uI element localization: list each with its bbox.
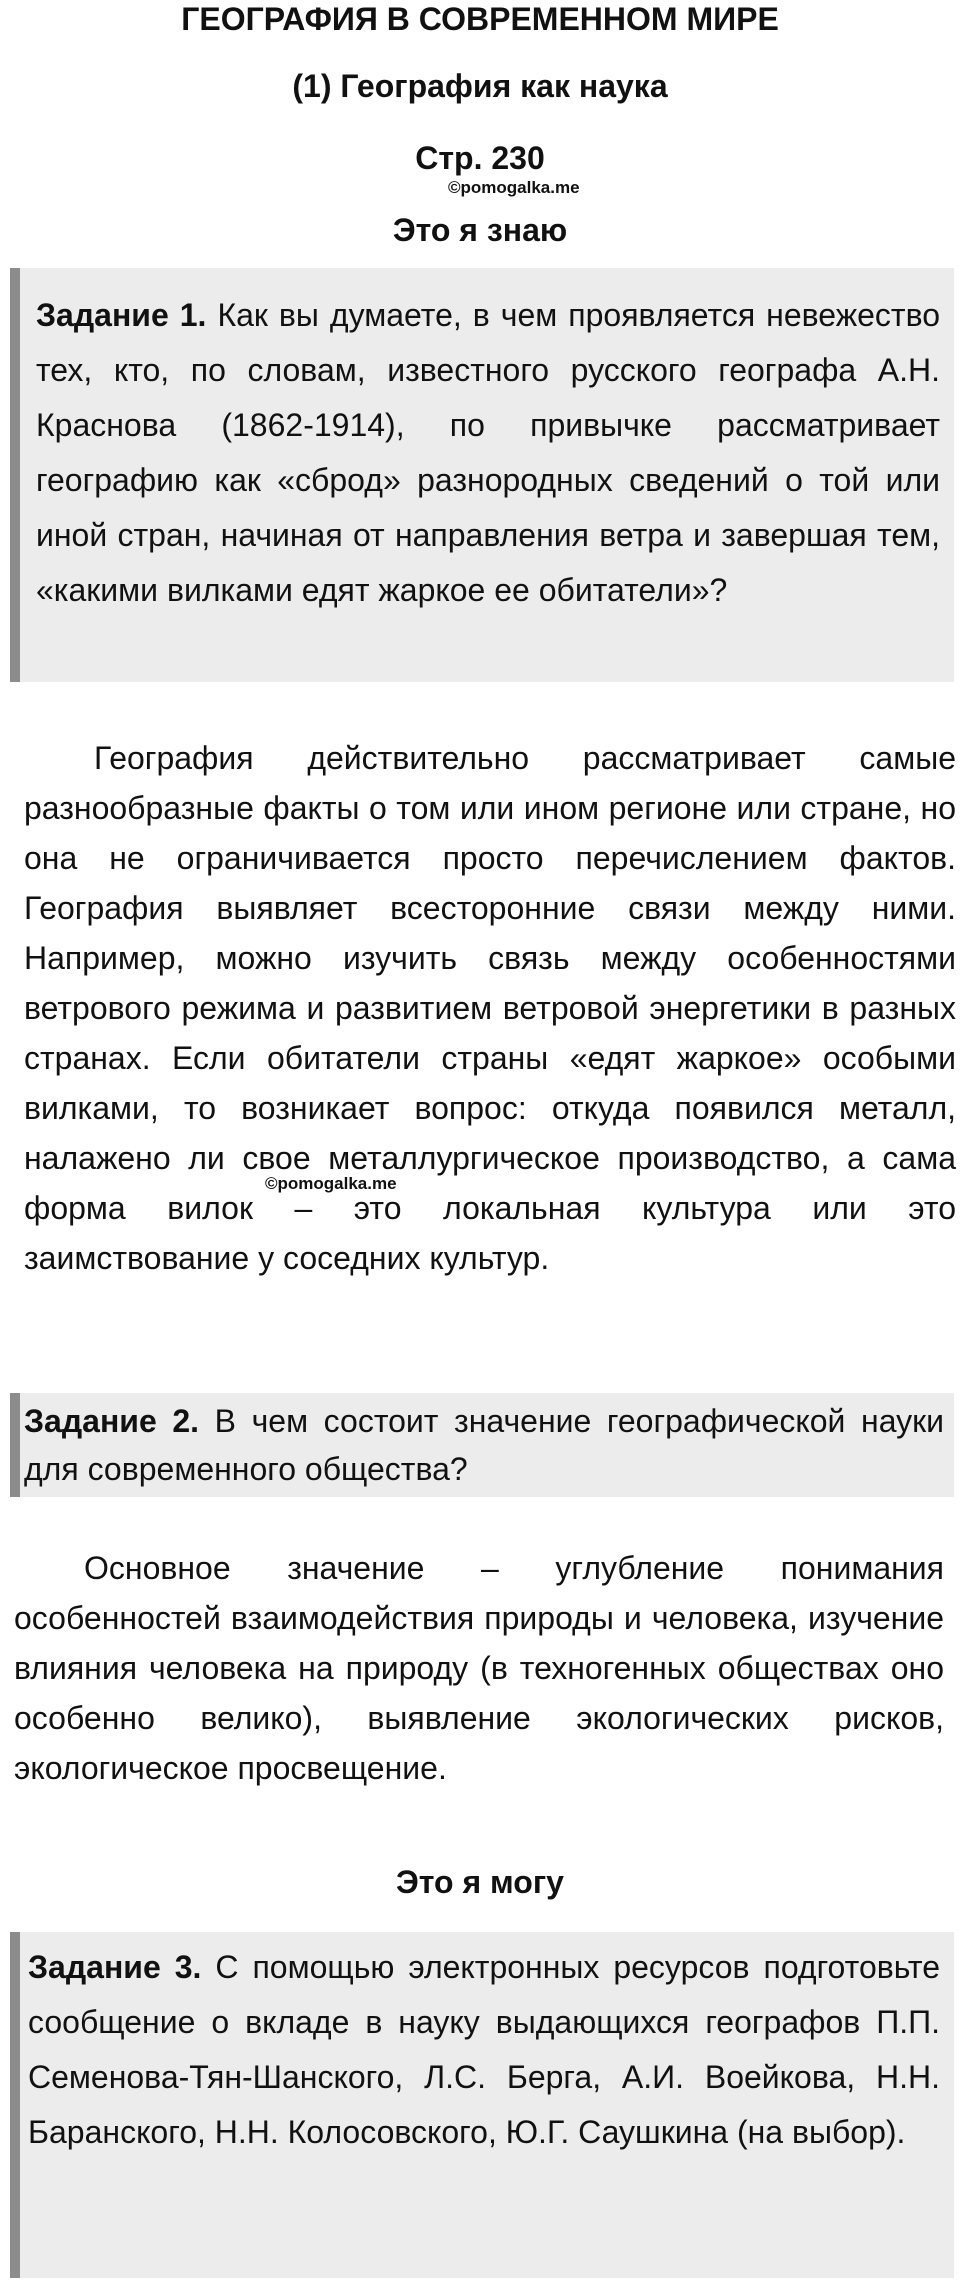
watermark: ©pomogalka.me — [448, 178, 580, 197]
section-heading-know: Это я знаю — [392, 212, 568, 248]
task-label: Задание 3. — [28, 1949, 202, 1985]
task-label: Задание 2. — [24, 1403, 200, 1439]
task-text: В чем состоит значение географической науки для современного общества? — [24, 1403, 945, 1487]
watermark: ©pomogalka.me — [265, 1174, 397, 1193]
page-number: Стр. 230 — [415, 140, 545, 176]
lesson-title: (1) География как наука — [292, 68, 668, 104]
task-box-2 — [10, 1393, 954, 1497]
answer-paragraph-1: География действительно рассматривает самые разнообразные факты о том или ином регионе или стране, но она не ограничивается просто перечислением фактов. География выявляет всесторонние связи между ними. Например, можно изучить связь между особенностями ветрового режима и развитием ветровой энергетики в разных странах. Если обитатели страны «едят жаркое» особыми вилками, то возникает вопрос: откуда появился металл, налажено ли свое металлургическое производство, а сама форма вилок – это локальная культура или это заимствование у соседних культур. — [24, 740, 956, 1276]
task-text: Как вы думаете, в чем проявляется невежество тех, кто, по словам, известного русского географа А.Н. Краснова (1862-1914), по привычке рассматривает географию как «сброд» разнородных сведений о той или иной стран, начиная от направления ветра и завершая тем, «какими вилками едят жаркое ее обитатели»? — [36, 297, 941, 608]
task-box-1 — [10, 268, 954, 682]
document-title: ГЕОГРАФИЯ В СОВРЕМЕННОМ МИРЕ — [181, 1, 779, 37]
task-box-3 — [10, 1932, 954, 2278]
task-label: Задание 1. — [36, 297, 207, 333]
section-heading-can: Это я могу — [396, 1864, 564, 1900]
task-text: С помощью электронных ресурсов подготовьте сообщение о вкладе в науку выдающихся географов П.П. Семенова-Тян-Шанского, Л.С. Берга, А.И. Воейкова, Н.Н. Баранского, Н.Н. Колосовского, Ю.Г. Саушкина (на выбор). — [28, 1949, 941, 2150]
answer-paragraph-2: Основное значение – углубление понимания особенностей взаимодействия природы и человека, изучение влияния человека на природу (в техногенных обществах оно особенно велико), выявление экологических рисков, экологическое просвещение. — [14, 1550, 944, 1786]
